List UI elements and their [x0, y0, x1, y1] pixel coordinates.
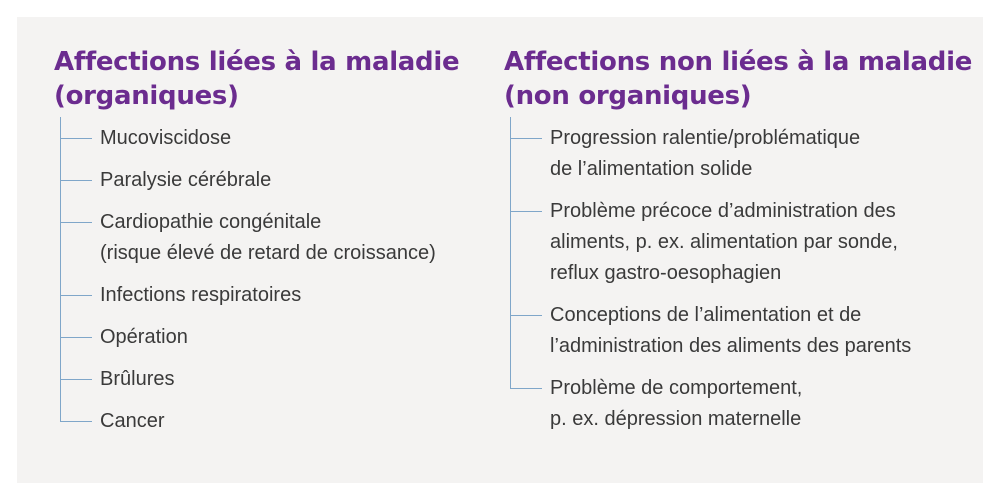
non-organic-heading-line-1: Affections non liées à la maladie	[504, 47, 973, 77]
list-item-text: Cancer	[100, 410, 165, 432]
list-item-text: Infections respiratoires	[100, 284, 302, 306]
list-item-text: Conceptions de l’alimentation et de	[550, 304, 862, 326]
non-organic-tree	[510, 123, 911, 446]
organic-column	[54, 45, 484, 432]
list-item-text: de l’alimentation solide	[550, 158, 753, 180]
list-item	[510, 123, 911, 185]
list-item	[510, 196, 911, 289]
list-item-text: Mucoviscidose	[100, 127, 232, 149]
list-item	[60, 322, 436, 353]
diagram-panel	[17, 17, 983, 483]
list-item-text: Problème précoce d’administration des	[550, 200, 896, 222]
list-item-text: (risque élevé de retard de croissance)	[100, 242, 436, 264]
list-item-text: aliments, p. ex. alimentation par sonde,	[550, 231, 898, 253]
list-item	[510, 300, 911, 362]
list-item-text: reflux gastro-oesophagien	[550, 262, 782, 284]
list-item	[510, 373, 911, 435]
list-item	[60, 123, 436, 154]
list-item-text: Progression ralentie/problématique	[550, 127, 861, 149]
list-item	[60, 280, 436, 311]
list-item-text: Brûlures	[100, 368, 175, 390]
non-organic-column	[504, 45, 974, 430]
organic-heading-line-1: Affections liées à la maladie	[54, 47, 460, 77]
list-item	[60, 165, 436, 196]
list-item-text: p. ex. dépression maternelle	[550, 408, 802, 430]
organic-heading	[54, 45, 484, 113]
list-item-text: Cardiopathie congénitale	[100, 211, 322, 233]
non-organic-list	[510, 123, 911, 435]
list-item-text: Problème de comportement,	[550, 377, 803, 399]
list-item	[60, 364, 436, 395]
organic-list	[60, 123, 436, 437]
list-item-text: Paralysie cérébrale	[100, 169, 272, 191]
list-item-text: l’administration des aliments des parents	[550, 335, 912, 357]
organic-heading-line-2: (organiques)	[54, 81, 239, 111]
list-item-text: Opération	[100, 326, 188, 348]
organic-tree	[60, 123, 436, 448]
non-organic-heading-line-2: (non organiques)	[504, 81, 752, 111]
list-item	[60, 406, 436, 437]
non-organic-heading	[504, 45, 974, 113]
list-item	[60, 207, 436, 269]
